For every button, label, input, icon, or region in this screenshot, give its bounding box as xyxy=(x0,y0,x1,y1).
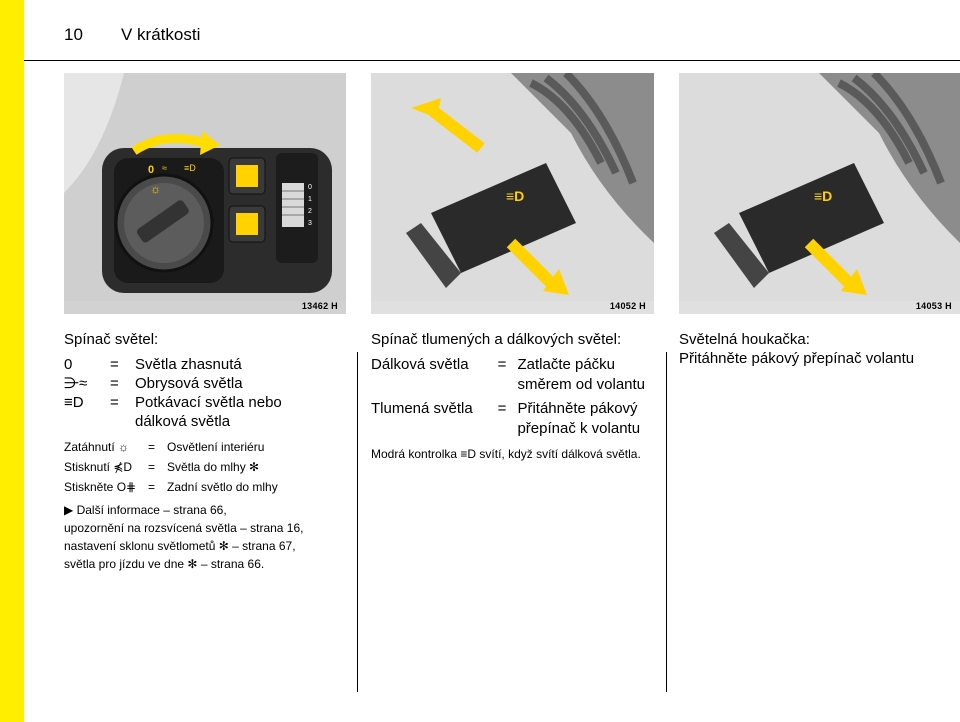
yellow-margin-bar xyxy=(0,0,24,722)
legend-value: Obrysová světla xyxy=(135,375,243,392)
legend-row: Dálková světla = Zatlačte páčku směrem od volantu xyxy=(371,356,646,393)
svg-text:3: 3 xyxy=(308,220,312,227)
svg-text:≡D: ≡D xyxy=(814,188,833,204)
section-heading: Spínač světel: xyxy=(64,331,159,348)
legend-value: Potkávací světla nebo dálková světla xyxy=(135,394,282,430)
section-heading: Světelná houkačka: xyxy=(679,331,810,348)
light-switch-illustration xyxy=(64,73,346,314)
svg-text:≈: ≈ xyxy=(162,163,167,173)
header-divider xyxy=(24,60,960,61)
parking-light-icon: ⋺≈ xyxy=(64,375,88,392)
section-text: Přitáhněte pákový přepínač volantu xyxy=(679,350,915,367)
headlight-icon: ≡D xyxy=(64,394,84,411)
beam-switch-section xyxy=(371,330,656,463)
high-beam-icon: ≡D xyxy=(460,447,477,461)
section-heading: Spínač tlumených a dálkových světel: xyxy=(371,331,622,348)
legend-row: Tlumená světla = Přitáhněte pákový přepínač k volantu xyxy=(371,400,641,437)
fog-symbol-icon: ✻ xyxy=(187,557,198,571)
figure-code: 14052 H xyxy=(609,301,646,311)
svg-text:0: 0 xyxy=(308,184,312,191)
svg-text:☼: ☼ xyxy=(150,182,161,196)
headlight-flash-section xyxy=(679,330,959,368)
interior-light-icon: ☼ xyxy=(118,440,130,454)
figure-stalk-push xyxy=(371,73,654,314)
fog-symbol-icon: ✻ xyxy=(218,539,229,553)
stalk-pull-illustration xyxy=(679,73,960,314)
page-title: V krátkosti xyxy=(121,25,201,44)
stalk-push-illustration xyxy=(371,73,654,314)
fog-symbol-icon: ✻ xyxy=(249,460,260,474)
rear-fog-icon: O⋕ xyxy=(116,480,137,494)
figure-stalk-pull xyxy=(679,73,960,314)
arrow-right-icon: ▶ xyxy=(64,503,74,517)
legend-row: ≡D = Potkávací světla nebo dálková světla xyxy=(64,393,346,431)
svg-text:2: 2 xyxy=(308,208,312,215)
light-switch-section xyxy=(64,330,346,573)
legend-value: Světla zhasnutá xyxy=(135,356,242,373)
figure-code: 13462 H xyxy=(301,301,338,311)
more-info: ▶ Další informace – strana 66, upozornění na rozsvícená světla – strana 16, nastavení sklonu světlometů ✻ – strana 67, světla pro jízdu ve dne ✻ – strana 66. xyxy=(64,503,304,571)
svg-text:≡D: ≡D xyxy=(506,188,525,204)
svg-text:1: 1 xyxy=(308,196,312,203)
indicator-note: Modrá kontrolka ≡D svítí, když svítí dálková světla. xyxy=(371,447,641,461)
legend-key: 0 xyxy=(64,356,73,373)
svg-text:≡D: ≡D xyxy=(184,163,196,173)
page-number: 10 xyxy=(64,25,83,44)
column-divider xyxy=(666,352,667,692)
legend-row: Stiskněte O⋕ = Zadní světlo do mlhy xyxy=(64,480,278,494)
column-divider xyxy=(357,352,358,692)
figure-light-switch xyxy=(64,73,346,314)
fog-light-icon: ⋠D xyxy=(113,460,133,474)
legend-row: Stisknutí ⋠D = Světla do mlhy ✻ xyxy=(64,460,260,474)
svg-text:0: 0 xyxy=(148,164,155,176)
legend-row: Zatáhnutí ☼ = Osvětlení interiéru xyxy=(64,440,265,454)
legend-row: ⋺≈ = Obrysová světla xyxy=(64,375,243,392)
figure-code: 14053 H xyxy=(915,301,952,311)
legend-row: 0 = Světla zhasnutá xyxy=(64,356,242,373)
